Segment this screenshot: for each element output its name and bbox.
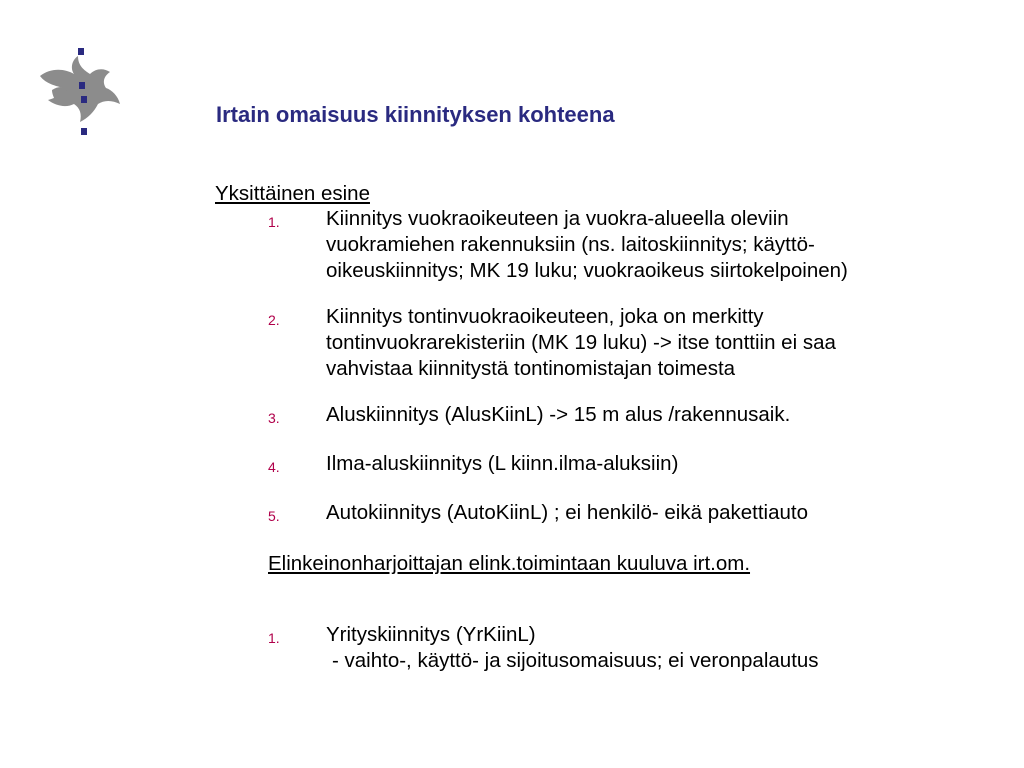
list-number: 4. (268, 459, 280, 475)
list-item-line: Aluskiinnitys (AlusKiinL) -> 15 m alus /rakennusaik. (326, 403, 791, 426)
list-number: 5. (268, 508, 280, 524)
list-item-line: Autokiinnitys (AutoKiinL) ; ei henkilö- eikä pakettiauto (326, 501, 809, 524)
list-item (326, 402, 1006, 428)
list-item-line: vuokramiehen rakennuksiin (ns. laitoskiinnitys; käyttö- (326, 233, 815, 256)
university-flame-logo-icon (34, 46, 126, 138)
list-number: 2. (268, 312, 280, 328)
list-item (326, 451, 1006, 477)
slide-title: Irtain omaisuus kiinnityksen kohteena (216, 102, 615, 127)
list-number: 1. (268, 214, 280, 230)
list-item-line: Ilma-aluskiinnitys (L kiinn.ilma-aluksiin) (326, 452, 679, 475)
list-item-line: tontinvuokrarekisteriin (MK 19 luku) -> itse tonttiin ei saa (326, 331, 836, 354)
list-item (326, 206, 1006, 284)
list-item-subline: - vaihto-, käyttö- ja sijoitusomaisuus; ei veronpalautus (332, 649, 819, 672)
list-item-line: Kiinnitys tontinvuokraoikeuteen, joka on merkitty (326, 305, 764, 328)
list-item (326, 622, 1006, 674)
list-item-line: oikeuskiinnitys; MK 19 luku; vuokraoikeus siirtokelpoinen) (326, 259, 848, 282)
list-item (326, 304, 1006, 382)
list-item (326, 500, 1006, 526)
list-number: 3. (268, 410, 280, 426)
list-item-line: Yrityskiinnitys (YrKiinL) (326, 623, 536, 646)
list-item-line: Kiinnitys vuokraoikeuteen ja vuokra-alueella oleviin (326, 207, 789, 230)
section-heading-business-assets: Elinkeinonharjoittajan elink.toimintaan kuuluva irt.om. (268, 552, 751, 575)
list-number: 1. (268, 630, 280, 646)
section-heading-single-item: Yksittäinen esine (215, 182, 370, 205)
list-item-line: vahvistaa kiinnitystä tontinomistajan toimesta (326, 357, 736, 380)
